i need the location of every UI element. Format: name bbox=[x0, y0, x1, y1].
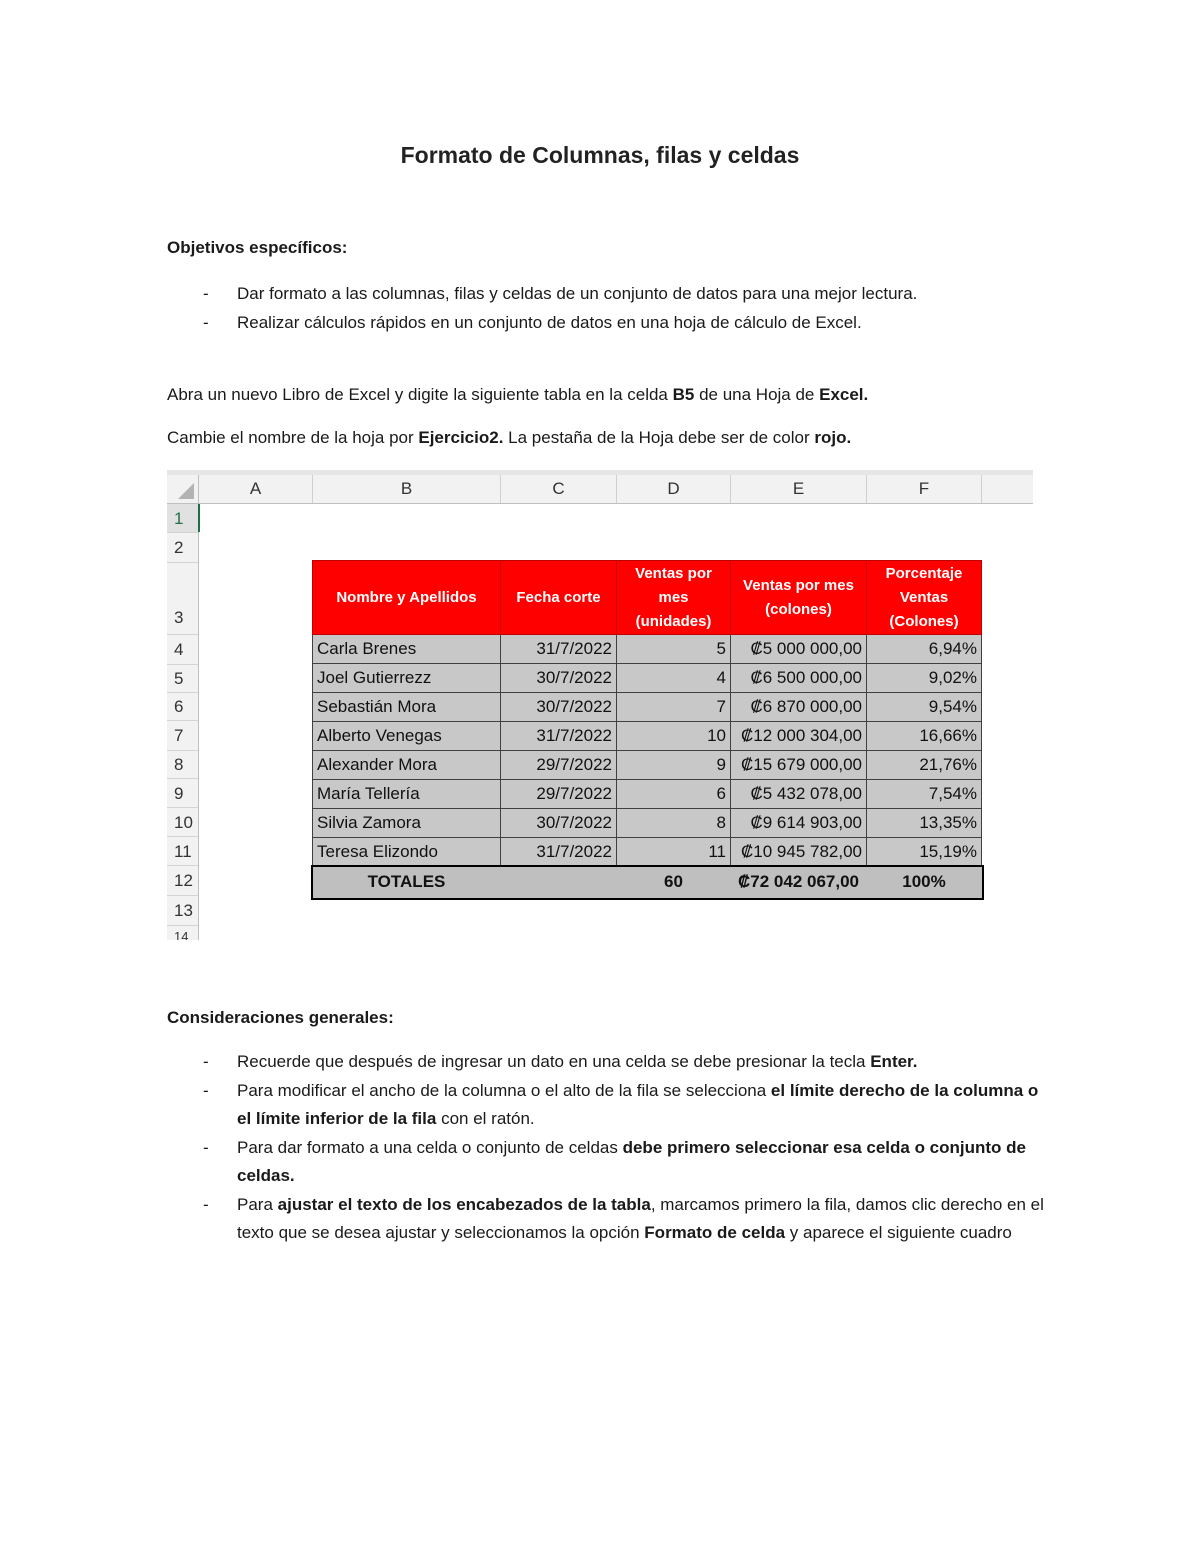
table-row bbox=[313, 751, 982, 780]
header-text: (Colones) bbox=[889, 612, 959, 630]
table-row bbox=[313, 722, 982, 751]
totals-row bbox=[313, 867, 982, 898]
list-item: - Recuerde que después de ingresar un dato en una celda se debe presionar la tecla Enter. bbox=[203, 1052, 918, 1071]
cell-units[interactable]: 10 bbox=[617, 722, 731, 751]
sheet-name: Ejercicio2. bbox=[418, 428, 504, 447]
table-row bbox=[313, 838, 982, 867]
cell-percentage[interactable]: 7,54% bbox=[867, 780, 982, 809]
consideration-bold: Enter. bbox=[870, 1052, 918, 1071]
table-row bbox=[313, 635, 982, 664]
header-text: Ventas por bbox=[635, 564, 712, 582]
cell-date[interactable]: 30/7/2022 bbox=[501, 664, 617, 693]
cell-name[interactable]: María Tellería bbox=[313, 780, 501, 809]
consideration-text: , marcamos primero la fila, damos clic derecho en el texto que se desea ajustar y seleccionamos la opción bbox=[237, 1194, 1044, 1242]
consideration-text: con el ratón. bbox=[436, 1109, 535, 1128]
cell-units[interactable]: 7 bbox=[617, 693, 731, 722]
cell-date[interactable]: 31/7/2022 bbox=[501, 635, 617, 664]
cell-date[interactable]: 29/7/2022 bbox=[501, 751, 617, 780]
row-header-7[interactable]: 7 bbox=[167, 721, 198, 751]
select-all-corner[interactable] bbox=[167, 475, 199, 503]
header-name[interactable] bbox=[313, 561, 501, 635]
header-text: Fecha corte bbox=[516, 588, 601, 606]
totals-units[interactable]: 60 bbox=[617, 867, 731, 898]
tab-color: rojo. bbox=[814, 428, 852, 447]
totals-colones[interactable]: ₡72 042 067,00 bbox=[731, 867, 867, 898]
totals-empty[interactable] bbox=[501, 867, 617, 898]
row-header-10[interactable]: 10 bbox=[167, 808, 198, 837]
objective-text: Realizar cálculos rápidos en un conjunto de datos en una hoja de cálculo de Excel. bbox=[237, 312, 862, 332]
table-row bbox=[313, 664, 982, 693]
row-header-12[interactable]: 12 bbox=[167, 866, 198, 896]
table-header-row bbox=[313, 561, 982, 635]
column-headers bbox=[167, 475, 1033, 504]
column-header-c[interactable]: C bbox=[501, 475, 617, 503]
list-item: - Realizar cálculos rápidos en un conjunto de datos en una hoja de cálculo de Excel. bbox=[203, 312, 862, 332]
consideration-bold: Formato de celda bbox=[644, 1223, 786, 1242]
column-header-d[interactable]: D bbox=[617, 475, 731, 503]
instruction-text: de una Hoja de bbox=[694, 385, 820, 404]
instruction-paragraph-2 bbox=[167, 426, 1067, 450]
cell-reference: B5 bbox=[672, 385, 695, 404]
column-header-f[interactable]: F bbox=[867, 475, 982, 503]
instruction-text: Abra un nuevo Libro de Excel y digite la siguiente tabla en la celda bbox=[167, 385, 673, 404]
row-header-8[interactable]: 8 bbox=[167, 751, 198, 779]
table-row bbox=[313, 780, 982, 809]
cell-date[interactable]: 31/7/2022 bbox=[501, 838, 617, 867]
instruction-text: La pestaña de la Hoja debe ser de color bbox=[503, 428, 815, 447]
cell-name[interactable]: Alberto Venegas bbox=[313, 722, 501, 751]
cell-colones[interactable]: ₡15 679 000,00 bbox=[731, 751, 867, 780]
cell-date[interactable]: 29/7/2022 bbox=[501, 780, 617, 809]
consideration-text: Recuerde que después de ingresar un dato en una celda se debe presionar la tecla bbox=[237, 1052, 871, 1071]
row-header-9[interactable]: 9 bbox=[167, 779, 198, 808]
consideration-bold: ajustar el texto de los encabezados de la tabla bbox=[277, 1194, 651, 1214]
consideration-bold: debe primero seleccionar esa celda o conjunto de celdas. bbox=[237, 1137, 1027, 1185]
objectives-heading: Objetivos específicos: bbox=[167, 238, 348, 257]
instruction-bold: Excel. bbox=[819, 385, 869, 404]
list-item: - Para modificar el ancho de la columna o el alto de la fila se selecciona el límite derecho de la columna o el límite inferior de la fila con el ratón. bbox=[203, 1080, 1039, 1128]
cell-name[interactable]: Alexander Mora bbox=[313, 751, 501, 780]
row-headers bbox=[167, 504, 199, 940]
cell-name[interactable]: Teresa Elizondo bbox=[313, 838, 501, 867]
row-header-1[interactable]: 1 bbox=[167, 504, 198, 533]
cell-percentage[interactable]: 15,19% bbox=[867, 838, 982, 867]
objective-text: Dar formato a las columnas, filas y celdas de un conjunto de datos para una mejor lectura. bbox=[237, 284, 918, 303]
consideration-text: y aparece el siguiente cuadro bbox=[785, 1223, 1012, 1242]
header-text: (unidades) bbox=[635, 612, 712, 630]
column-header-a[interactable]: A bbox=[199, 475, 313, 503]
instruction-text: Cambie el nombre de la hoja por bbox=[167, 428, 419, 447]
cell-date[interactable]: 30/7/2022 bbox=[501, 693, 617, 722]
cell-units[interactable]: 8 bbox=[617, 809, 731, 838]
cell-percentage[interactable]: 16,66% bbox=[867, 722, 982, 751]
column-header-e[interactable]: E bbox=[731, 475, 867, 503]
header-date[interactable] bbox=[501, 561, 617, 635]
row-header-6[interactable]: 6 bbox=[167, 693, 198, 721]
objectives-list bbox=[167, 280, 1047, 337]
cell-units[interactable]: 5 bbox=[617, 635, 731, 664]
cell-colones[interactable]: ₡5 000 000,00 bbox=[731, 635, 867, 664]
cell-units[interactable]: 9 bbox=[617, 751, 731, 780]
totals-percentage[interactable]: 100% bbox=[867, 867, 982, 898]
cell-percentage[interactable]: 6,94% bbox=[867, 635, 982, 664]
row-header-13[interactable]: 13 bbox=[167, 896, 198, 926]
cell-colones[interactable]: ₡12 000 304,00 bbox=[731, 722, 867, 751]
row-header-2[interactable]: 2 bbox=[167, 533, 198, 563]
cell-percentage[interactable]: 9,54% bbox=[867, 693, 982, 722]
cell-units[interactable]: 6 bbox=[617, 780, 731, 809]
cell-name[interactable]: Joel Gutierrezz bbox=[313, 664, 501, 693]
cell-name[interactable]: Carla Brenes bbox=[313, 635, 501, 664]
header-text: mes bbox=[658, 588, 689, 606]
page-title: Formato de Columnas, filas y celdas bbox=[400, 142, 800, 168]
select-all-icon bbox=[178, 483, 194, 499]
row-header-4[interactable]: 4 bbox=[167, 635, 198, 665]
cell-colones[interactable]: ₡9 614 903,00 bbox=[731, 809, 867, 838]
consideration-text: Para modificar el ancho de la columna o el alto de la fila se selecciona bbox=[237, 1080, 771, 1100]
header-percentage[interactable] bbox=[867, 561, 982, 635]
cell-colones[interactable]: ₡6 870 000,00 bbox=[731, 693, 867, 722]
consideration-bold: el límite derecho de la columna o el límite inferior de la fila bbox=[237, 1080, 1039, 1128]
list-item: - Para ajustar el texto de los encabezados de la tabla, marcamos primero la fila, damos clic derecho en el texto que se desea ajustar y seleccionamos la opción Formato de celda y aparece el siguiente cuadro bbox=[203, 1194, 1044, 1242]
cell-colones[interactable]: ₡6 500 000,00 bbox=[731, 664, 867, 693]
cell-units[interactable]: 4 bbox=[617, 664, 731, 693]
cell-colones[interactable]: ₡10 945 782,00 bbox=[731, 838, 867, 867]
totals-label[interactable]: TOTALES bbox=[313, 867, 501, 898]
cell-colones[interactable]: ₡5 432 078,00 bbox=[731, 780, 867, 809]
header-text: Ventas bbox=[899, 588, 949, 606]
row-header-14[interactable]: 14 bbox=[167, 926, 198, 940]
cell-percentage[interactable]: 21,76% bbox=[867, 751, 982, 780]
header-text: Porcentaje bbox=[885, 564, 963, 582]
instruction-paragraph-1 bbox=[167, 383, 1067, 407]
list-item: - Dar formato a las columnas, filas y celdas de un conjunto de datos para una mejor lectura. bbox=[203, 284, 918, 303]
row-header-5[interactable]: 5 bbox=[167, 665, 198, 693]
column-header-b[interactable]: B bbox=[313, 475, 501, 503]
cell-date[interactable]: 30/7/2022 bbox=[501, 809, 617, 838]
cell-name[interactable]: Silvia Zamora bbox=[313, 809, 501, 838]
row-header-3[interactable]: 3 bbox=[167, 563, 198, 635]
table-row bbox=[313, 693, 982, 722]
header-colones[interactable] bbox=[731, 561, 867, 635]
header-text: (colones) bbox=[765, 600, 832, 618]
header-text: Ventas por mes bbox=[743, 576, 854, 594]
cell-units[interactable]: 11 bbox=[617, 838, 731, 867]
cell-percentage[interactable]: 9,02% bbox=[867, 664, 982, 693]
table-row bbox=[313, 809, 982, 838]
header-text: Nombre y Apellidos bbox=[336, 588, 477, 606]
cell-date[interactable]: 31/7/2022 bbox=[501, 722, 617, 751]
cell-percentage[interactable]: 13,35% bbox=[867, 809, 982, 838]
row-header-11[interactable]: 11 bbox=[167, 837, 198, 866]
cell-name[interactable]: Sebastián Mora bbox=[313, 693, 501, 722]
active-cell-indicator bbox=[198, 504, 200, 532]
header-units[interactable] bbox=[617, 561, 731, 635]
consideration-text: Para dar formato a una celda o conjunto de celdas bbox=[237, 1137, 623, 1157]
considerations-list bbox=[167, 1048, 1047, 1248]
considerations-heading: Consideraciones generales: bbox=[167, 1008, 394, 1027]
list-item: - Para dar formato a una celda o conjunto de celdas debe primero seleccionar esa celda o conjunto de celdas. bbox=[203, 1137, 1027, 1185]
sales-table bbox=[312, 560, 982, 898]
consideration-text: Para bbox=[237, 1194, 278, 1214]
